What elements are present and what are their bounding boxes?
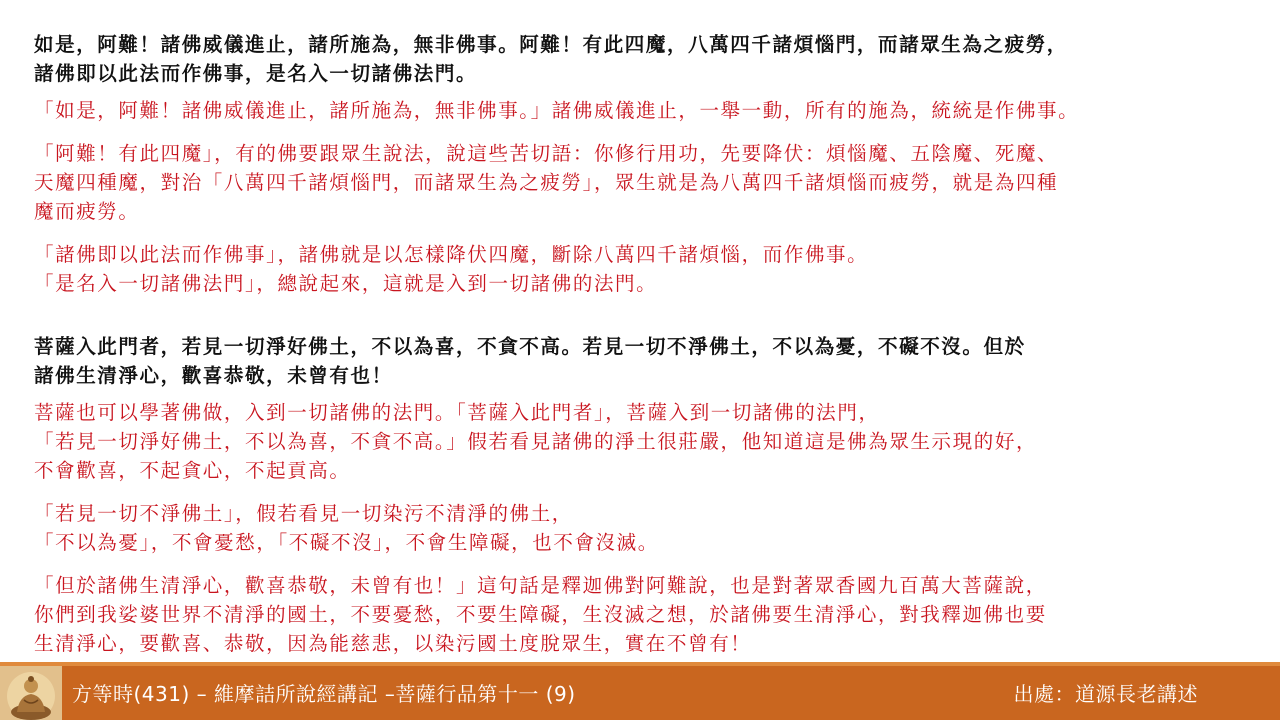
commentary-line: 菩薩也可以學著佛做，入到一切諸佛的法門。「菩薩入此門者」，菩薩入到一切諸佛的法門， <box>34 401 880 424</box>
commentary-line: 「如是，阿難！諸佛威儀進止，諸所施為，無非佛事。」諸佛威儀進止，一舉一動，所有的施為，統統是作佛事。 <box>34 99 1080 122</box>
sutra-line: 諸佛即以此法而作佛事，是名入一切諸佛法門。 <box>34 62 478 85</box>
footer-lecture-title: 方等時(431) – 維摩詰所說經講記 –菩薩行品第十一 (9) <box>72 682 576 706</box>
sutra-line: 諸佛生清淨心，歡喜恭敬，未曾有也！ <box>34 364 393 387</box>
buddha-statue-thumbnail-icon <box>0 666 62 720</box>
commentary-line: 「不以為憂」，不會憂愁，「不礙不沒」，不會生障礙，也不會沒滅。 <box>34 531 659 554</box>
commentary-paragraph-3 <box>34 240 1270 298</box>
commentary-paragraph-2 <box>34 139 1270 226</box>
sutra-passage-2 <box>34 332 1270 390</box>
commentary-paragraph-1 <box>34 96 1270 125</box>
commentary-paragraph-4 <box>34 398 1270 485</box>
commentary-line: 「諸佛即以此法而作佛事」，諸佛就是以怎樣降伏四魔，斷除八萬四千諸煩惱，而作佛事。 <box>34 243 869 266</box>
commentary-line: 「阿難！有此四魔」，有的佛要跟眾生說法，說這些苦切語：你修行用功，先要降伏：煩惱魔、五陰魔、死魔、 <box>34 142 1059 165</box>
lecture-content <box>34 30 1270 658</box>
commentary-line: 「但於諸佛生清淨心，歡喜恭敬，未曾有也！」這句話是釋迦佛對阿難說，也是對著眾香國九百萬大菩薩說， <box>34 574 1047 597</box>
sutra-line: 菩薩入此門者，若見一切淨好佛土，不以為喜，不貪不高。若見一切不淨佛土，不以為憂，不礙不沒。但於 <box>34 335 1026 358</box>
commentary-paragraph-6 <box>34 571 1270 658</box>
commentary-line: 「若見一切淨好佛土，不以為喜，不貪不高。」假若看見諸佛的淨土很莊嚴，他知道這是佛為眾生示現的好， <box>34 430 1038 453</box>
commentary-line: 「若見一切不淨佛土」，假若看見一切染污不清淨的佛土， <box>34 502 573 525</box>
commentary-line: 你們到我娑婆世界不清淨的國土，不要憂愁，不要生障礙，生沒滅之想，於諸佛要生清淨心，對我釋迦佛也要 <box>34 603 1047 626</box>
sutra-passage-1 <box>34 30 1270 88</box>
footer-bar <box>0 662 1280 720</box>
commentary-line: 生清淨心，要歡喜、恭敬，因為能慈悲，以染污國土度脫眾生，實在不曾有！ <box>34 632 752 655</box>
commentary-paragraph-5 <box>34 499 1270 557</box>
commentary-line: 「是名入一切諸佛法門」，總說起來，這就是入到一切諸佛的法門。 <box>34 272 658 295</box>
commentary-line: 天魔四種魔，對治「八萬四千諸煩惱門，而諸眾生為之疲勞」，眾生就是為八萬四千諸煩惱而疲勞，就是為四種 <box>34 171 1059 194</box>
footer-source-credit: 出處：道源長老講述 <box>1013 682 1198 706</box>
sutra-line: 如是，阿難！諸佛威儀進止，諸所施為，無非佛事。阿難！有此四魔，八萬四千諸煩惱門，而諸眾生為之疲勞， <box>34 33 1068 56</box>
commentary-line: 魔而疲勞。 <box>34 200 140 223</box>
commentary-line: 不會歡喜，不起貪心，不起貢高。 <box>34 459 351 482</box>
